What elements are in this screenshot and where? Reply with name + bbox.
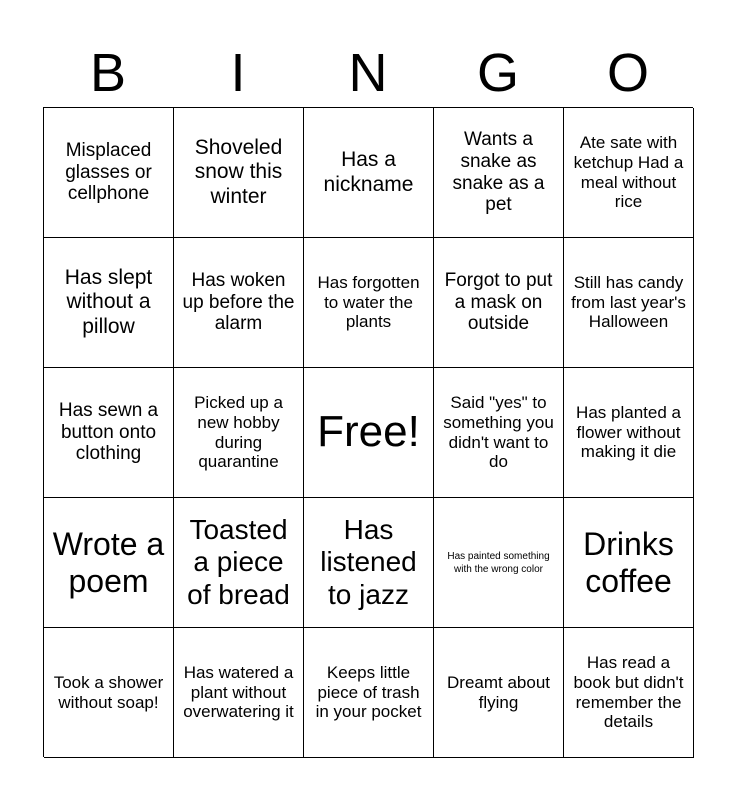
cell-text: Forgot to put a mask on outside <box>444 269 553 335</box>
cell-text: Ate sate with ketchup Had a meal without rice <box>573 133 684 212</box>
bingo-cell-r4-c3[interactable] <box>304 498 434 628</box>
bingo-cell-r2-c4[interactable] <box>434 238 564 368</box>
cell-text: Has forgotten to water the plants <box>317 273 420 332</box>
cell-text: Dreamt about flying <box>447 672 550 712</box>
bingo-cell-r4-c4[interactable] <box>434 498 564 628</box>
bingo-cell-r3-c2[interactable] <box>174 368 304 498</box>
free-space-text: Free! <box>317 407 420 457</box>
bingo-cell-r1-c4[interactable] <box>434 108 564 238</box>
cell-text: Said "yes" to something you didn't want to do <box>443 393 554 472</box>
cell-text: Keeps little piece of trash in your pocket <box>315 663 422 722</box>
cell-text: Has woken up before the alarm <box>182 269 295 335</box>
cell-text: Shoveled snow this winter <box>194 136 283 208</box>
cell-text: Drinks coffee <box>583 525 674 599</box>
cell-text: Has painted something with the wrong color <box>447 550 550 575</box>
cell-text: Has sewn a button onto clothing <box>58 399 159 465</box>
header-letter-i: I <box>230 43 246 103</box>
bingo-cell-r5-c2[interactable] <box>174 628 304 758</box>
cell-text: Misplaced glasses or cellphone <box>65 139 152 205</box>
bingo-cell-r2-c5[interactable] <box>564 238 694 368</box>
bingo-cell-r4-c5[interactable] <box>564 498 694 628</box>
cell-text: Has slept without a pillow <box>64 266 153 338</box>
bingo-cell-r5-c5[interactable] <box>564 628 694 758</box>
bingo-cell-free[interactable] <box>304 368 434 498</box>
cell-text: Has a nickname <box>323 148 414 196</box>
bingo-cell-r3-c1[interactable] <box>44 368 174 498</box>
bingo-cell-r2-c3[interactable] <box>304 238 434 368</box>
bingo-header <box>43 42 693 104</box>
header-letter-g: G <box>476 43 519 103</box>
bingo-cell-r2-c1[interactable] <box>44 238 174 368</box>
bingo-cell-r5-c3[interactable] <box>304 628 434 758</box>
cell-text: Has listened to jazz <box>320 514 417 610</box>
cell-text: Has read a book but didn't remember the details <box>573 653 684 732</box>
bingo-cell-r5-c1[interactable] <box>44 628 174 758</box>
bingo-cell-r3-c4[interactable] <box>434 368 564 498</box>
cell-text: Picked up a new hobby during quarantine <box>194 393 283 472</box>
bingo-cell-r1-c5[interactable] <box>564 108 694 238</box>
cell-text: Wants a snake as snake as a pet <box>452 128 545 216</box>
bingo-cell-r1-c3[interactable] <box>304 108 434 238</box>
header-letter-n: N <box>348 43 388 103</box>
cell-text: Has watered a plant without overwatering it <box>183 663 294 722</box>
bingo-cell-r1-c1[interactable] <box>44 108 174 238</box>
bingo-cell-r4-c1[interactable] <box>44 498 174 628</box>
cell-text: Took a shower without soap! <box>53 672 164 712</box>
bingo-cell-r5-c4[interactable] <box>434 628 564 758</box>
bingo-cell-r1-c2[interactable] <box>174 108 304 238</box>
cell-text: Still has candy from last year's Halloween <box>571 273 686 332</box>
cell-text: Wrote a poem <box>52 525 165 599</box>
bingo-cell-r4-c2[interactable] <box>174 498 304 628</box>
bingo-card-grid <box>43 107 693 757</box>
header-letter-b: B <box>89 43 127 103</box>
cell-text: Has planted a flower without making it die <box>576 403 681 462</box>
bingo-cell-r3-c5[interactable] <box>564 368 694 498</box>
cell-text: Toasted a piece of bread <box>187 514 290 610</box>
bingo-cell-r2-c2[interactable] <box>174 238 304 368</box>
header-letter-o: O <box>606 43 649 103</box>
